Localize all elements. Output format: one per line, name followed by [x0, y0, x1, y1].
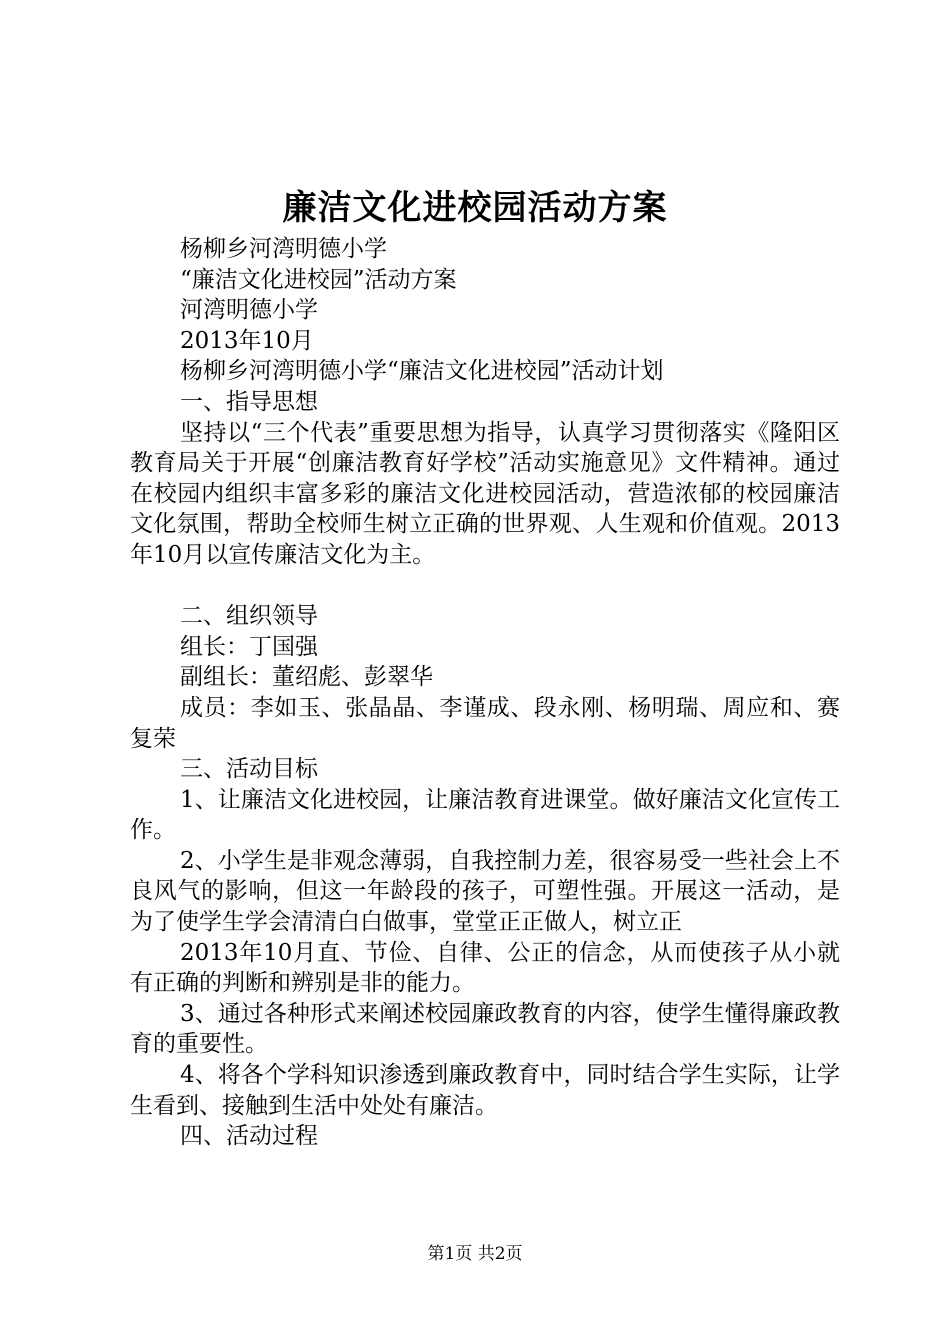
paragraph-goal-4: 4、将各个学科知识渗透到廉政教育中，同时结合学生实际，让学生看到、接触到生活中处处有廉洁。 — [130, 1062, 840, 1119]
blank-line — [130, 571, 840, 602]
heading-activity-goals: 三、活动目标 — [180, 756, 318, 783]
paragraph-team-leader: 组长：丁国强 — [180, 633, 318, 660]
document-body — [130, 234, 840, 1152]
page-footer: 第1页 共2页 — [427, 1244, 523, 1264]
paragraph-plan-name: “廉洁文化进校园”活动方案 — [180, 266, 457, 293]
paragraph-deputy-leader: 副组长：董绍彪、彭翠华 — [180, 664, 433, 691]
paragraph-date: 2013年10月 — [180, 327, 314, 354]
heading-organization: 二、组织领导 — [180, 603, 318, 630]
paragraph-goal-3: 3、通过各种形式来阐述校园廉政教育的内容，使学生懂得廉政教育的重要性。 — [130, 1000, 840, 1058]
paragraph-plan-title: 杨柳乡河湾明德小学“廉洁文化进校园”活动计划 — [180, 358, 664, 385]
paragraph-goal-2: 2、小学生是非观念薄弱，自我控制力差，很容易受一些社会上不良风气的影响，但这一年龄段的孩子，可塑性强。开展这一活动，是为了使学生学会清清白白做事，堂堂正正做人，树立正 — [130, 847, 840, 936]
heading-guiding-ideology: 一、指导思想 — [180, 388, 318, 415]
paragraph-guiding-ideology: 坚持以“三个代表”重要思想为指导，认真学习贯彻落实《隆阳区教育局关于开展“创廉洁教育好学校”活动实施意见》文件精神。通过在校园内组织丰富多彩的廉洁文化进校园活动，营造浓郁的校园廉洁文化氛围，帮助全校师生树立正确的世界观、人生观和价值观。2013年10月以宣传廉洁文化为主。 — [130, 419, 840, 568]
heading-activity-process: 四、活动过程 — [180, 1123, 318, 1150]
paragraph-goal-1: 1、让廉洁文化进校园，让廉洁教育进课堂。做好廉洁文化宣传工作。 — [130, 786, 840, 844]
paragraph-members: 成员：李如玉、张晶晶、李谨成、段永刚、杨明瑞、周应和、赛复荣 — [130, 694, 840, 752]
document-title: 廉洁文化进校园活动方案 — [282, 188, 668, 228]
paragraph-school-short: 河湾明德小学 — [180, 297, 318, 324]
paragraph-school-name: 杨柳乡河湾明德小学 — [180, 236, 387, 262]
paragraph-goal-2-continued: 2013年10月直、节俭、自律、公正的信念，从而使孩子从小就有正确的判断和辨别是非的能力。 — [130, 939, 840, 997]
